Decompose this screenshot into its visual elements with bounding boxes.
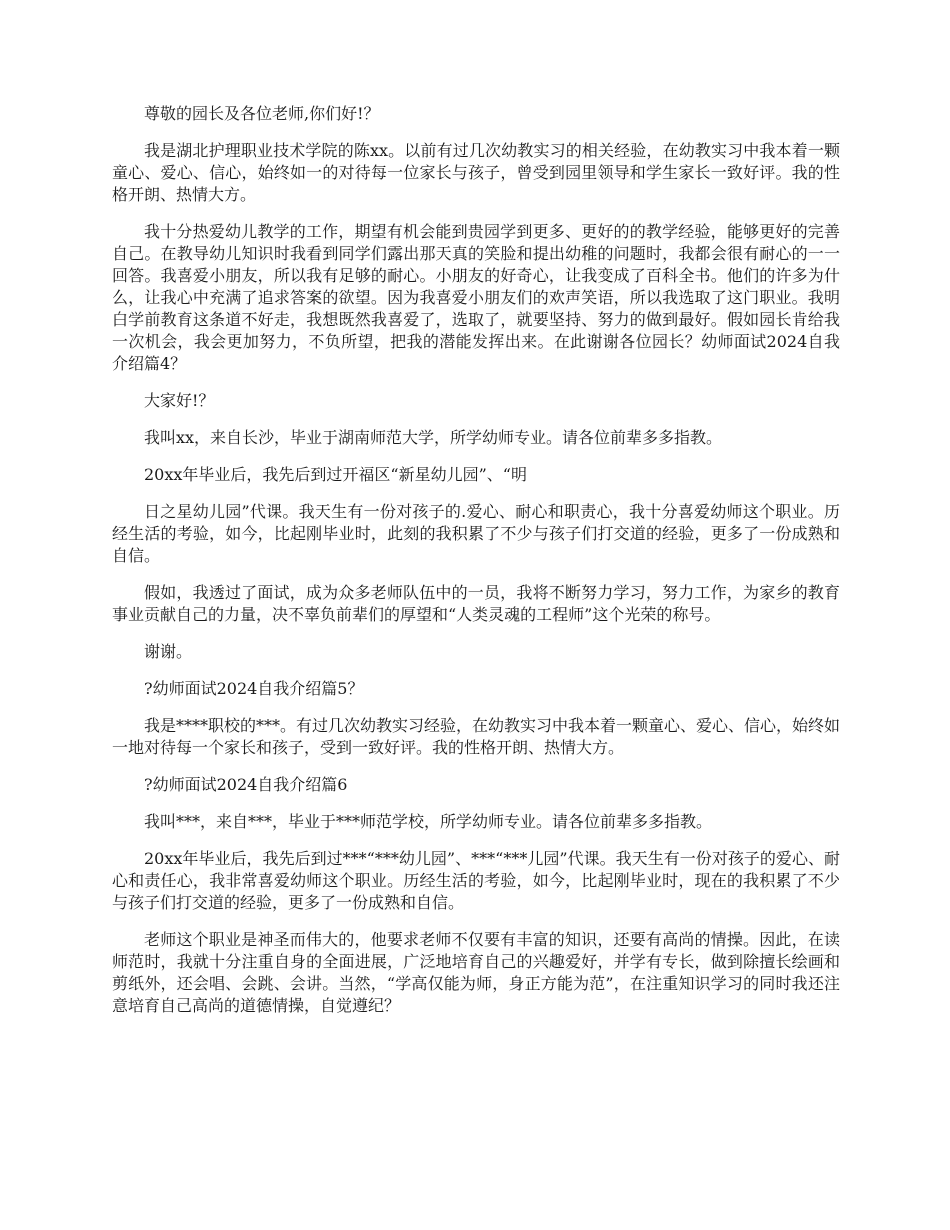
section-heading-5: ?幼师面试2024自我介绍篇5？ bbox=[144, 679, 364, 698]
paragraph-section5: 我是****职校的***。有过几次幼教实习经验，在幼教实习中我本着一颗童心、爱心、信心，始终如一地对待每一个家长和孩子，受到一致好评。我的性格开朗、热情大方。 bbox=[112, 716, 841, 757]
paragraph-section6-experience: 20xx年毕业后，我先后到过***“***幼儿园”、***“***儿园”代课。我天生有一份对孩子的爱心、耐心和责任心，我非常喜爱幼师这个职业。历经生活的考验，如今，比起刚毕业时，现在的我积累了不少与孩子们打交道的经验，更多了一份成熟和自信。 bbox=[112, 849, 840, 912]
paragraph-name: 我叫xx，来自长沙，毕业于湖南师范大学，所学幼师专业。请各位前辈多多指教。 bbox=[144, 428, 723, 447]
paragraph-section6-name: 我叫***，来自***，毕业于***师范学校，所学幼师专业。请各位前辈多多指教。 bbox=[144, 812, 713, 831]
paragraph-hope: 假如，我透过了面试，成为众多老师队伍中的一员，我将不断努力学习，努力工作，为家乡的教育事业贡献自己的力量，决不辜负前辈们的厚望和“人类灵魂的工程师”这个光荣的称号。 bbox=[112, 583, 840, 624]
paragraph-section6-teacher: 老师这个职业是神圣而伟大的，他要求老师不仅要有丰富的知识，还要有高尚的情操。因此，在读师范时，我就十分注重自身的全面进展，广泛地培育自己的兴趣爱好，并学有专长，做到除擅长绘画和剪纸外，还会唱、会跳、会讲。当然，“学高仅能为师，身正方能为范”，在注重知识学习的同时我还注意培育自己高尚的道德情操，自觉遵纪？ bbox=[112, 930, 840, 1015]
section-heading-6: ?幼师面试2024自我介绍篇6 bbox=[144, 775, 348, 794]
paragraph-greeting: 尊敬的园长及各位老师,你们好!？ bbox=[144, 104, 380, 123]
paragraph-experience-start: 20xx年毕业后，我先后到过开福区“新星幼儿园”、“明 bbox=[144, 465, 527, 484]
document-page bbox=[112, 103, 840, 1032]
paragraph-experience-cont: 日之星幼儿园”代课。我天生有一份对孩子的.爱心、耐心和职责心，我十分喜爱幼师这个职业。历经生活的考验，如今，比起刚毕业时，此刻的我积累了不少与孩子们打交道的经验，更多了一份成熟和自信。 bbox=[112, 502, 840, 565]
paragraph-thanks: 谢谢。 bbox=[144, 642, 193, 661]
paragraph-greeting-2: 大家好!？ bbox=[144, 391, 215, 410]
paragraph-intro: 我是湖北护理职业技术学院的陈xx。以前有过几次幼教实习的相关经验，在幼教实习中我本着一颗童心、爱心、信心，始终如一的对待每一位家长与孩子，曾受到园里领导和学生家长一致好评。我的性格开朗、热情大方。 bbox=[112, 141, 840, 204]
paragraph-passion: 我十分热爱幼儿教学的工作，期望有机会能到贵园学到更多、更好的的教学经验，能够更好的完善自己。在教导幼儿知识时我看到同学们露出那天真的笑脸和提出幼稚的问题时，我都会很有耐心的一一回答。我喜爱小朋友，所以我有足够的耐心。小朋友的好奇心，让我变成了百科全书。他们的许多为什么，让我心中充满了追求答案的欲望。因为我喜爱小朋友们的欢声笑语，所以我选取了这门职业。我明白学前教育这条道不好走，我想既然我喜爱了，选取了，就要坚持、努力的做到最好。假如园长肯给我一次机会，我会更加努力，不负所望，把我的潜能发挥出来。在此谢谢各位园长？幼师面试2024自我介绍篇4？ bbox=[112, 222, 840, 373]
